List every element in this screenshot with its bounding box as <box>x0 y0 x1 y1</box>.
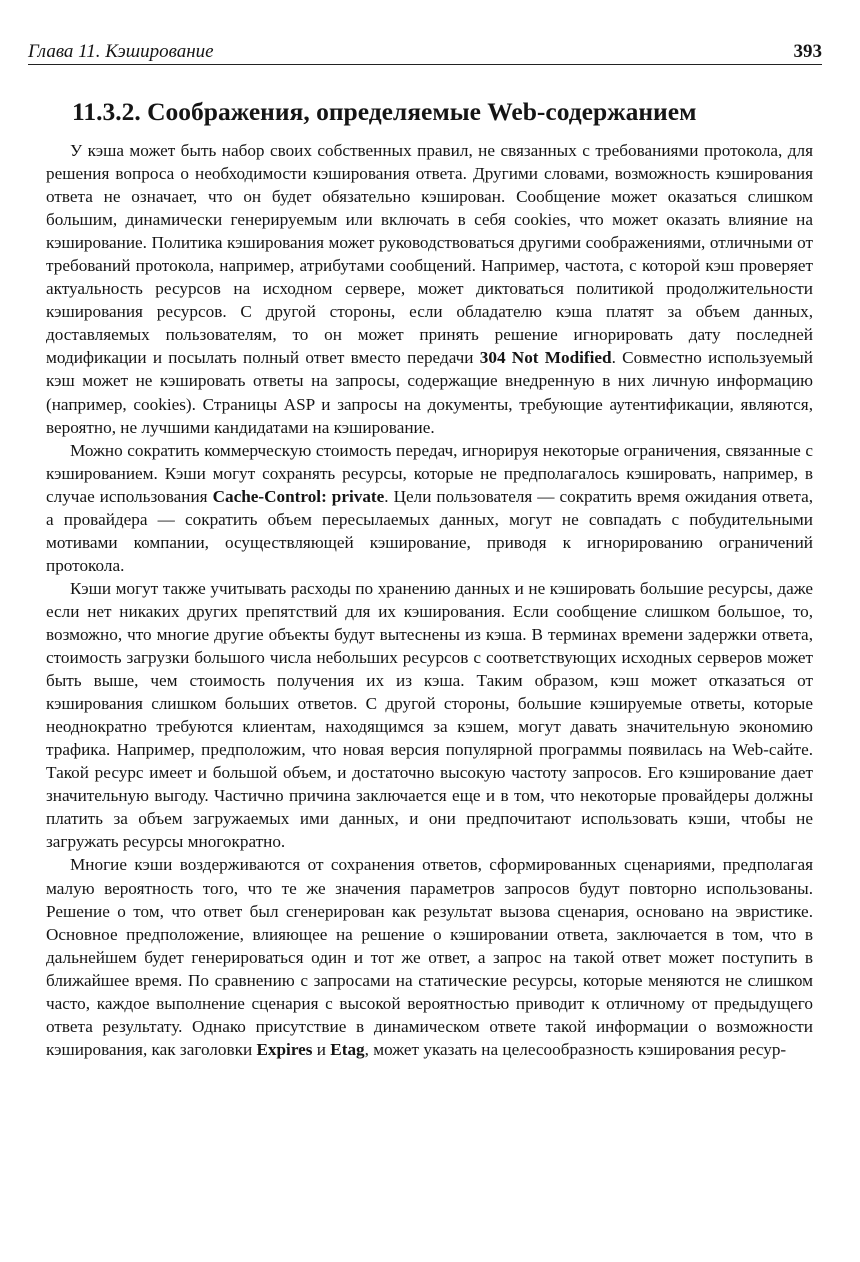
section-heading: 11.3.2. Соображения, определяемые Web-содержанием <box>72 97 697 126</box>
chapter-title: Глава 11. Кэширование <box>28 41 214 62</box>
body-text <box>46 139 813 1061</box>
paragraph <box>46 853 813 1060</box>
text-run: . Цели пользователя — сократить время ожидания ответа, а провайдера — сократить объем пересылаемых данных, могут не совпадать с побудительными мотивами компании, осуществляющей кэширование, приводя к игнорированию ограничений протокола. <box>46 486 814 575</box>
running-header <box>28 40 822 65</box>
paragraph <box>46 139 813 439</box>
text-run: Можно сократить коммерческую стоимость передач, игнорируя некоторые ограничения, связанные с кэшированием. Кэши могут сохранять ресурсы, которые не предполагалось кэшировать, например, в случае использования <box>46 440 813 506</box>
bold-term: Etag <box>330 1039 365 1059</box>
text-run: . Совместно используемый кэш может не кэшировать ответы на запросы, содержащие внедренную в них личную информацию (например, cookies). Страницы ASP и запросы на документы, требующие аутентификации, являются, вероятно, не лучшими кандидатами на кэширование. <box>46 348 814 437</box>
text-run: и <box>312 1039 331 1059</box>
paragraph <box>46 577 813 854</box>
page-number: 393 <box>793 41 822 62</box>
bold-term: 304 Not Modified <box>479 348 612 368</box>
text-run: Многие кэши воздерживаются от сохранения ответов, сформированных сценариями, предполагая малую вероятность того, что те же значения параметров запросов будут повторно использованы. Решение о том, что ответ был сгенерирован как результат вызова сценария, основано на эвристике. Основное предположение, влияющее на решение о кэшировании ответа, заключается в том, что в дальнейшем будет генерироваться один и тот же ответ, а запрос на такой ответ может поступить в ближайшее время. По сравнению с запросами на статические ресурсы, которые меняются не слишком часто, каждое выполнение сценария с высокой вероятностью приводит к отличному от предыдущего ответа результату. Однако присутствие в динамическом ответе такой информации о возможности кэширования, как заголовки <box>46 855 813 1059</box>
bold-term: Expires <box>256 1039 313 1059</box>
paragraph <box>46 439 813 577</box>
text-run: У кэша может быть набор своих собственных правил, не связанных с требованиями протокола, для решения вопроса о необходимости кэширования ответа. Другими словами, возможность кэширования ответа не означает, что он будет обязательно кэширован. Сообщение может оказаться слишком большим, динамически генерируемым или включать в себя cookies, что может оказать влияние на кэширование. Политика кэширования может руководствоваться другими соображениями, отличными от требований протокола, например, атрибутами сообщений. Например, частота, с которой кэш проверяет актуальность ресурсов на исходном сервере, может диктоваться политикой продолжительности кэширования ресурсов. С другой стороны, если обладателю кэша платят за объем данных, доставляемых пользователям, то он может принять решение игнорировать дату последней модификации и посылать полный ответ вместо передачи <box>46 141 813 368</box>
text-run: , может указать на целесообразность кэширования ресур- <box>364 1039 787 1059</box>
text-run: Кэши могут также учитывать расходы по хранению данных и не кэшировать большие ресурсы, даже если нет никаких других препятствий для их кэширования. Если сообщение слишком большое, то, возможно, что многие другие объекты будут вытеснены из кэша. В терминах времени задержки ответа, стоимость загрузки большого числа небольших ресурсов с соответствующих исходных серверов может быть выше, чем стоимость получения их из кэша. Таким образом, кэш может отказаться от кэширования слишком больших ответов. С другой стороны, большие кэшируемые ответы, которые неоднократно требуются клиентам, находящимся за кэшем, могут давать значительную экономию трафика. Например, предположим, что новая версия популярной программы появилась на Web-сайте. Такой ресурс имеет и большой объем, и достаточно высокую частоту запросов. Его кэширование дает значительную выгоду. Частично причина заключается еще и в том, что некоторые провайдеры должны платить за объем загружаемых ими данных, и они предпочитают использовать кэши, чтобы не загружать ресурсы многократно. <box>46 578 813 852</box>
bold-term: Cache-Control: private <box>212 486 385 506</box>
